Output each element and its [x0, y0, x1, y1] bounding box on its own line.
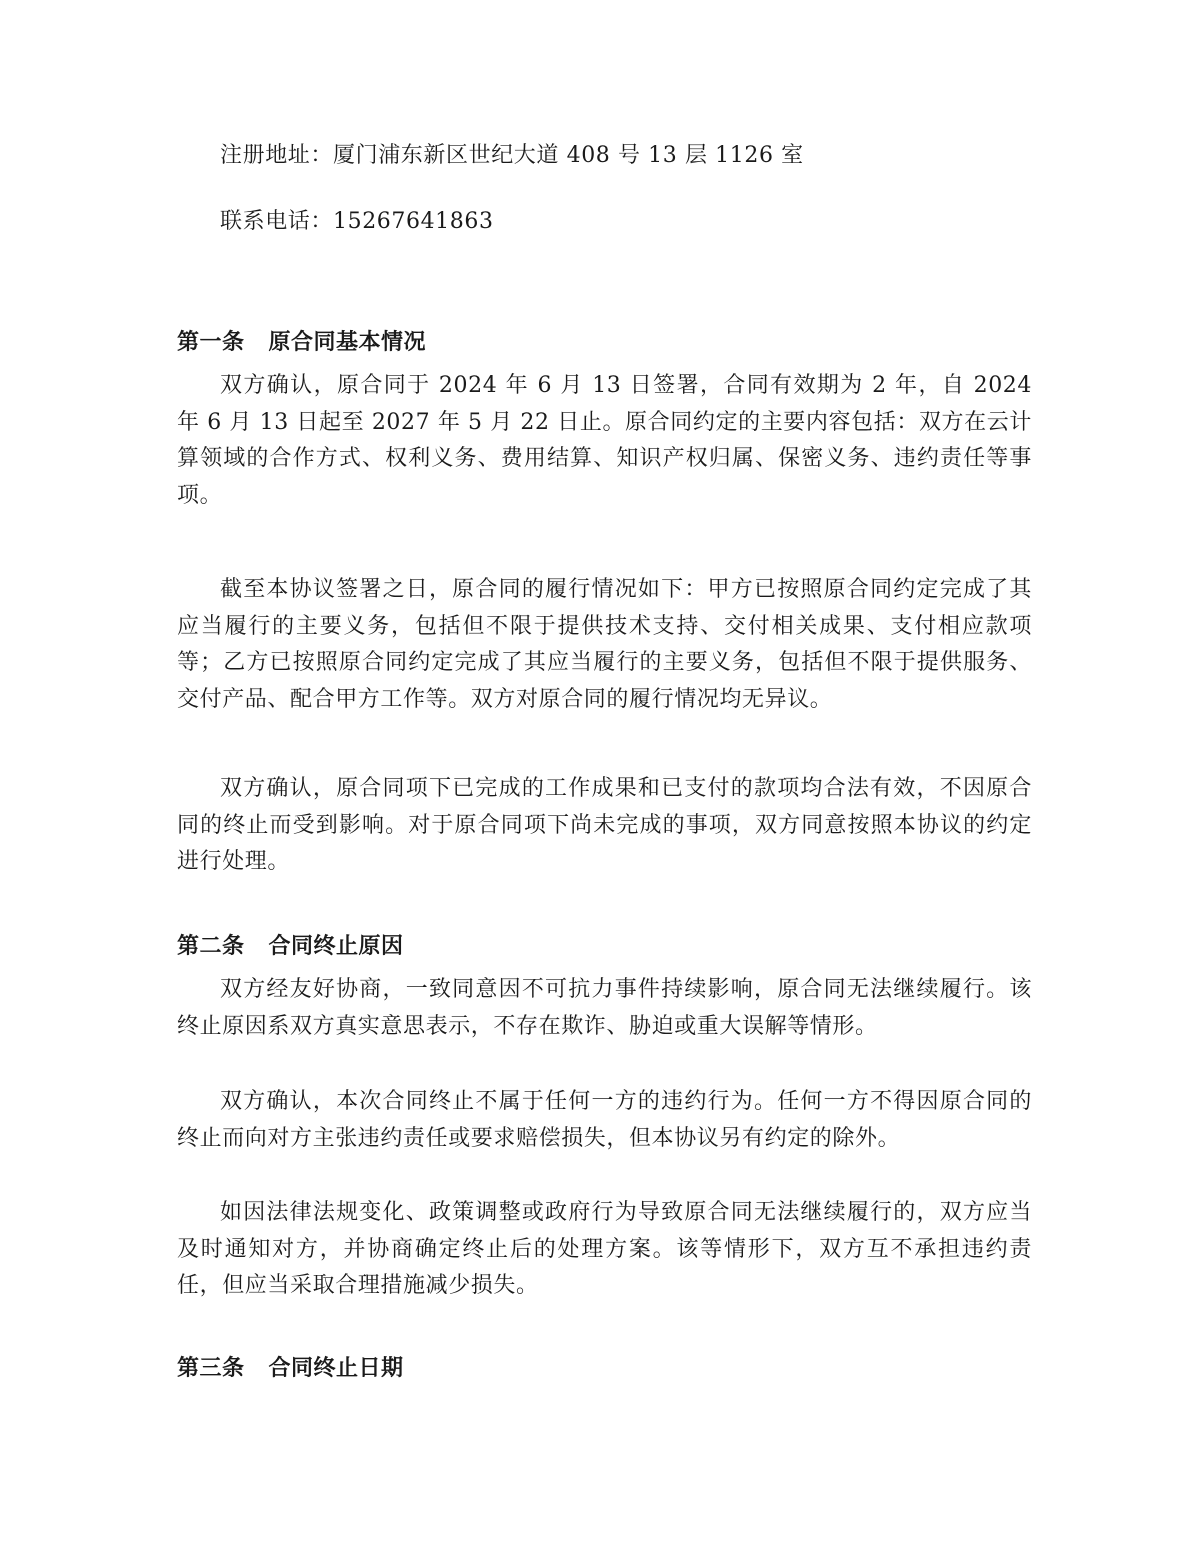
section-heading: [177, 1351, 1032, 1387]
section-title: 原合同基本情况: [268, 330, 427, 355]
section-number: 第一条: [177, 330, 245, 355]
registered-address: 注册地址：厦门浦东新区世纪大道 408 号 13 层 1126 室: [220, 143, 804, 168]
section-2-paragraph: 如因法律法规变化、政策调整或政府行为导致原合同无法继续履行的，双方应当及时通知对方，并协商确定终止后的处理方案。该等情形下，双方互不承担违约责任，但应当采取合理措施减少损失。: [177, 1200, 1032, 1298]
section-2-paragraph: 双方经友好协商，一致同意因不可抗力事件持续影响，原合同无法继续履行。该终止原因系双方真实意思表示，不存在欺诈、胁迫或重大误解等情形。: [177, 977, 1032, 1039]
contact-phone: 联系电话：15267641863: [220, 209, 494, 234]
section-1-paragraph: 双方确认，原合同项下已完成的工作成果和已支付的款项均合法有效，不因原合同的终止而受到影响。对于原合同项下尚未完成的事项，双方同意按照本协议的约定进行处理。: [177, 776, 1032, 874]
section-2: [177, 929, 1032, 965]
section-number: 第二条: [177, 934, 245, 959]
section-2-paragraph: 双方确认，本次合同终止不属于任何一方的违约行为。任何一方不得因原合同的终止而向对方主张违约责任或要求赔偿损失，但本协议另有约定的除外。: [177, 1089, 1032, 1151]
section-1-paragraph: 截至本协议签署之日，原合同的履行情况如下：甲方已按照原合同约定完成了其应当履行的主要义务，包括但不限于提供技术支持、交付相关成果、支付相应款项等；乙方已按照原合同约定完成了其应当履行的主要义务，包括但不限于提供服务、交付产品、配合甲方工作等。双方对原合同的履行情况均无异议。: [177, 577, 1032, 712]
section-title: 合同终止原因: [268, 934, 404, 959]
section-1: [177, 325, 1032, 361]
section-heading: [177, 929, 1032, 965]
section-heading: [177, 325, 1032, 361]
section-3: [177, 1351, 1032, 1387]
section-1-paragraph: 双方确认，原合同于 2024 年 6 月 13 日签署，合同有效期为 2 年，自 2024 年 6 月 13 日起至 2027 年 5 月 22 日止。原合同约定的主要内容包括：双方在云计算领域的合作方式、权利义务、费用结算、知识产权归属、保密义务、违约责任等事项。: [177, 373, 1032, 508]
section-title: 合同终止日期: [268, 1356, 404, 1381]
section-number: 第三条: [177, 1356, 245, 1381]
